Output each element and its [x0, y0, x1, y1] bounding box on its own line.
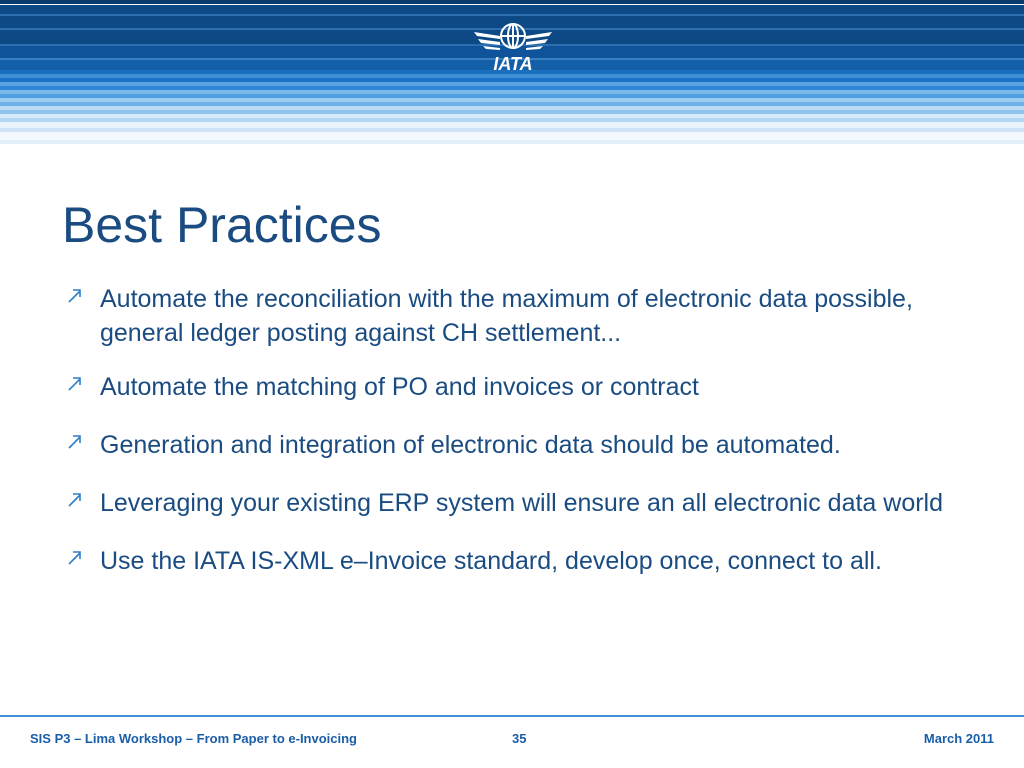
footer-event-title: SIS P3 – Lima Workshop – From Paper to e-Invoicing — [30, 731, 357, 746]
bullet-text: Generation and integration of electronic data should be automated. — [100, 431, 841, 459]
arrow-up-right-icon — [66, 488, 84, 512]
slide-title: Best Practices — [62, 197, 382, 253]
header-banner — [0, 0, 1024, 150]
arrow-up-right-icon — [66, 430, 84, 454]
arrow-up-right-icon — [66, 372, 84, 396]
svg-text:IATA: IATA — [493, 54, 533, 74]
bullet-item — [62, 486, 972, 520]
arrow-up-right-icon — [66, 284, 84, 308]
bullet-item — [62, 370, 972, 404]
bullet-item — [62, 428, 972, 462]
arrow-up-right-icon — [66, 546, 84, 570]
bullet-text: Leveraging your existing ERP system will ensure an all electronic data world — [100, 489, 944, 517]
bullet-item — [62, 544, 972, 578]
bullet-item — [62, 282, 972, 350]
bullet-text: Use the IATA IS-XML e–Invoice standard, develop once, connect to all. — [100, 547, 882, 575]
page-number: 35 — [512, 731, 527, 746]
bullet-text: Automate the reconciliation with the maximum of electronic data possible, general ledger posting against CH settlement... — [100, 285, 913, 347]
footer-divider — [0, 715, 1024, 717]
bullet-text: Automate the matching of PO and invoices or contract — [100, 373, 699, 401]
iata-logo — [470, 18, 556, 74]
footer-date: March 2011 — [923, 731, 994, 746]
bullet-list — [62, 282, 972, 602]
